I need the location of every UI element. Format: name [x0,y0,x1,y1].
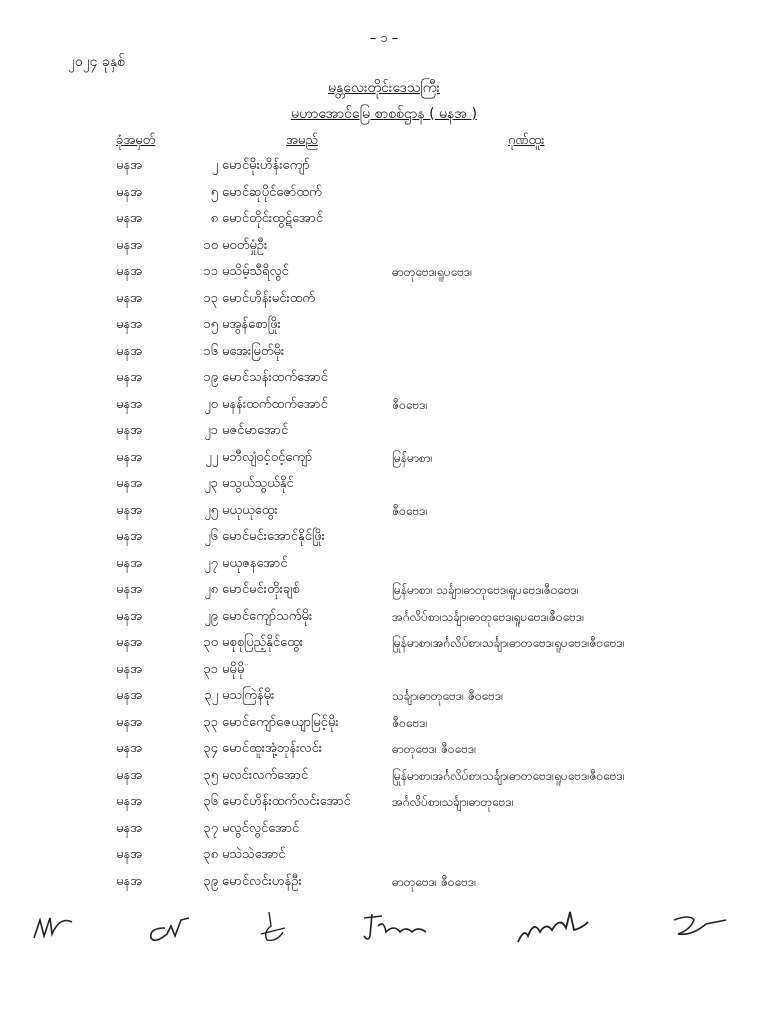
row-code: မနအ [116,820,143,836]
student-name: မောင်တိုင်းထွဋ်အောင် [222,211,324,226]
distinction-subjects: မြန်မာစာ၊ [392,450,433,465]
student-name: မမိုမို [222,661,245,677]
row-code: မနအ [116,476,143,491]
result-row [0,554,768,581]
student-name: မလွင်လွင်အောင် [222,820,300,836]
region-title [0,78,768,99]
student-name: မသဲသဲအောင် [222,847,286,862]
result-row [0,792,768,819]
column-header-name: အမည် [286,133,318,148]
result-row [0,209,768,236]
distinction-subjects: ဓာတုဗေဒ၊ ဇီဝဗေဒ၊ [392,742,477,756]
row-number: ၅ [210,184,218,200]
student-name: မအွန်စောဖြိုး [222,317,281,332]
student-name: မောင်မင်းအောင်နိုင်ဖြိုး [222,529,325,544]
signature-2 [145,906,195,946]
row-number: ၁၉ [203,370,218,385]
row-code: မနအ [116,555,143,571]
result-row [0,739,768,766]
student-name: မောင်မင်းတိုးချစ် [222,582,300,597]
row-code: မနအ [116,264,143,279]
result-row [0,845,768,872]
row-code: မနအ [116,502,143,518]
result-row [0,607,768,634]
distinction-subjects: အင်္ဂလိပ်စာ၊သင်္ချာ၊ဓာတုဗေဒ၊ [392,795,514,809]
row-number: ၂၁ [204,423,218,438]
student-name: မနန်းထက်ထက်အောင် [222,396,328,412]
student-name: မသွယ်သွယ်နိုင် [222,476,294,491]
result-row [0,395,768,422]
result-row [0,713,768,740]
row-number: ၂၂ [205,449,218,465]
student-name: မအေးမြတ်မိုး [222,343,285,359]
row-number: ၂၀ [204,396,218,412]
row-code: မနအ [116,237,143,253]
result-row [0,501,768,528]
row-code: မနအ [116,794,143,809]
row-code: မနအ [116,343,143,359]
distinction-subjects: ဓာတုဗေဒ၊ရူပဗေဒ၊ [392,265,473,279]
row-number: ၃၁ [203,661,218,677]
row-code: မနအ [116,635,143,650]
distinction-subjects: မြန်မာစာ၊အင်္ဂလိပ်စာ၊သင်္ချာ၊ဓာတုဗေဒ၊ရူပဗေဒ၊ဇီဝဗေဒ၊ [392,636,625,650]
result-row [0,236,768,263]
student-name: မောင်ထူးအုံ့ဘုန်းလင်း [222,741,323,756]
row-number: ၂၅ [204,502,218,518]
signature-5 [512,906,592,946]
distinction-subjects: ဇီဝဗေဒ၊ [392,397,428,412]
row-code: မနအ [116,423,143,438]
row-number: ၃၄ [203,741,218,756]
result-row [0,686,768,713]
row-number: ၂၈ [204,582,218,597]
student-name: မောင်ဟိန်းမင်းထက် [222,290,316,306]
distinction-subjects: ဇီဝဗေဒ၊ [392,503,428,518]
distinction-subjects: အင်္ဂလိပ်စာ၊သင်္ချာ၊ဓာတုဗေဒ၊ရူပဗေဒ၊ဇီဝဗေဒ၊ [392,609,585,624]
result-row [0,183,768,210]
row-number: ၂၆ [204,529,218,544]
student-name: မောင်မိုးဟိန်းကျော် [222,158,310,173]
row-code: မနအ [116,741,143,756]
signatures [0,906,768,966]
row-code: မနအ [116,317,143,332]
row-code: မနအ [116,661,143,677]
row-code: မနအ [116,370,143,385]
student-name: မယုဇနအောင် [222,555,288,571]
student-name: မောင်ဆုပိုင်ဇော်ထက် [222,184,322,200]
result-row [0,580,768,607]
row-code: မနအ [116,290,143,306]
row-number: ၈ [210,211,218,226]
row-number: ၂ [211,158,218,173]
row-code: မနအ [116,158,143,173]
signature-6 [666,906,736,946]
row-number: ၃၅ [203,767,218,783]
row-number: ၁၅ [203,317,218,332]
result-row [0,527,768,554]
row-number: ၃၉ [203,873,218,889]
student-name: မသကြဲန်မိုး [222,688,275,703]
student-name: မောင်ကျော်ဇေယျာမြင့်မိုး [222,714,339,730]
row-number: ၃၂ [204,688,218,703]
row-number: ၃၇ [203,820,218,836]
signature-1 [30,906,80,946]
region-title-text: မန္တလေးတိုင်းဒေသကြီး [328,80,440,96]
results-list [0,156,768,898]
result-row [0,819,768,846]
row-number: ၃၈ [203,847,218,862]
distinction-subjects: မြန်မာစာ၊အင်္ဂလိပ်စာ၊သင်္ချာ၊ဓာတုဗေဒ၊ရူပဗေဒ၊ဇီဝဗေဒ၊ [392,768,625,783]
result-row [0,262,768,289]
row-code: မနအ [116,847,143,862]
result-row [0,156,768,183]
row-code: မနအ [116,688,143,703]
distinction-subjects: ဇီဝဗေဒ၊ [392,715,428,730]
row-code: မနအ [116,529,143,544]
student-name: မဘီလျံဝင့်ဝင့်ကျော် [222,449,313,465]
row-number: ၃၀ [203,635,218,650]
student-name: မလင်းလက်အောင် [222,767,309,783]
row-code: မနအ [116,767,143,783]
result-row [0,315,768,342]
row-number: ၁၁ [203,264,218,279]
student-name: မစုစုပြည့်နိုင်ထွေး [222,635,304,650]
student-name: မောင်လင်းဟန်ဦး [222,873,302,889]
column-header-distinction: ဂုဏ်ထူး [508,133,545,148]
signature-3 [255,906,295,946]
row-code: မနအ [116,873,143,889]
result-row [0,660,768,687]
row-code: မနအ [116,449,143,465]
student-name: မဝတ်မှုံဦး [222,237,268,253]
row-number: ၂၃ [204,476,218,491]
row-code: မနအ [116,184,143,200]
row-number: ၂၇ [204,555,218,571]
distinction-subjects: မြန်မာစာ၊ သင်္ချာ၊ဓာတုဗေဒ၊ရူပဗေဒ၊ဇီဝဗေဒ၊ [392,583,579,597]
page-number: – ၁ – [369,31,399,46]
student-name: မောင်ဟိန်းထက်လင်းအောင် [222,794,351,809]
result-row [0,342,768,369]
row-number: ၃၆ [203,794,218,809]
student-name: မယုယုထွေး [222,502,278,518]
distinction-subjects: ဓာတုဗေဒ၊ ဇီဝဗေဒ၊ [392,874,477,889]
row-number: ၁၃ [203,290,218,306]
result-row [0,289,768,316]
center-title [0,104,768,125]
signature-4 [360,906,440,946]
student-name: မောင်သန်းထက်အောင် [222,370,328,385]
row-code: မနအ [116,608,143,624]
row-number: ၁၆ [203,343,218,359]
result-row [0,448,768,475]
row-code: မနအ [116,211,143,226]
row-code: မနအ [116,396,143,412]
result-row [0,474,768,501]
row-number: ၂၉ [204,608,218,624]
result-row [0,633,768,660]
row-code: မနအ [116,714,143,730]
student-name: မဇင်မာအောင် [222,423,289,438]
result-row [0,421,768,448]
row-number: ၃၃ [203,714,218,730]
center-title-text: မဟာအောင်မြေ စာစစ်ဌာန ( မနအ ) [290,106,478,122]
distinction-subjects: သင်္ချာ၊ဓာတုဗေဒ၊ ဇီဝဗေဒ၊ [392,689,504,703]
row-number: ၁၀ [203,237,218,253]
result-row [0,368,768,395]
result-row [0,872,768,899]
student-name: မောင်ကျော်သက်မိုး [222,608,313,624]
result-row [0,766,768,793]
student-name: မသိမ့်သီရိလွင် [222,264,289,279]
row-code: မနအ [116,582,143,597]
year-label: ၂၀၂၄ ခုနှစ် [68,54,125,70]
column-header-code: ခုံအမှတ် [116,133,156,148]
